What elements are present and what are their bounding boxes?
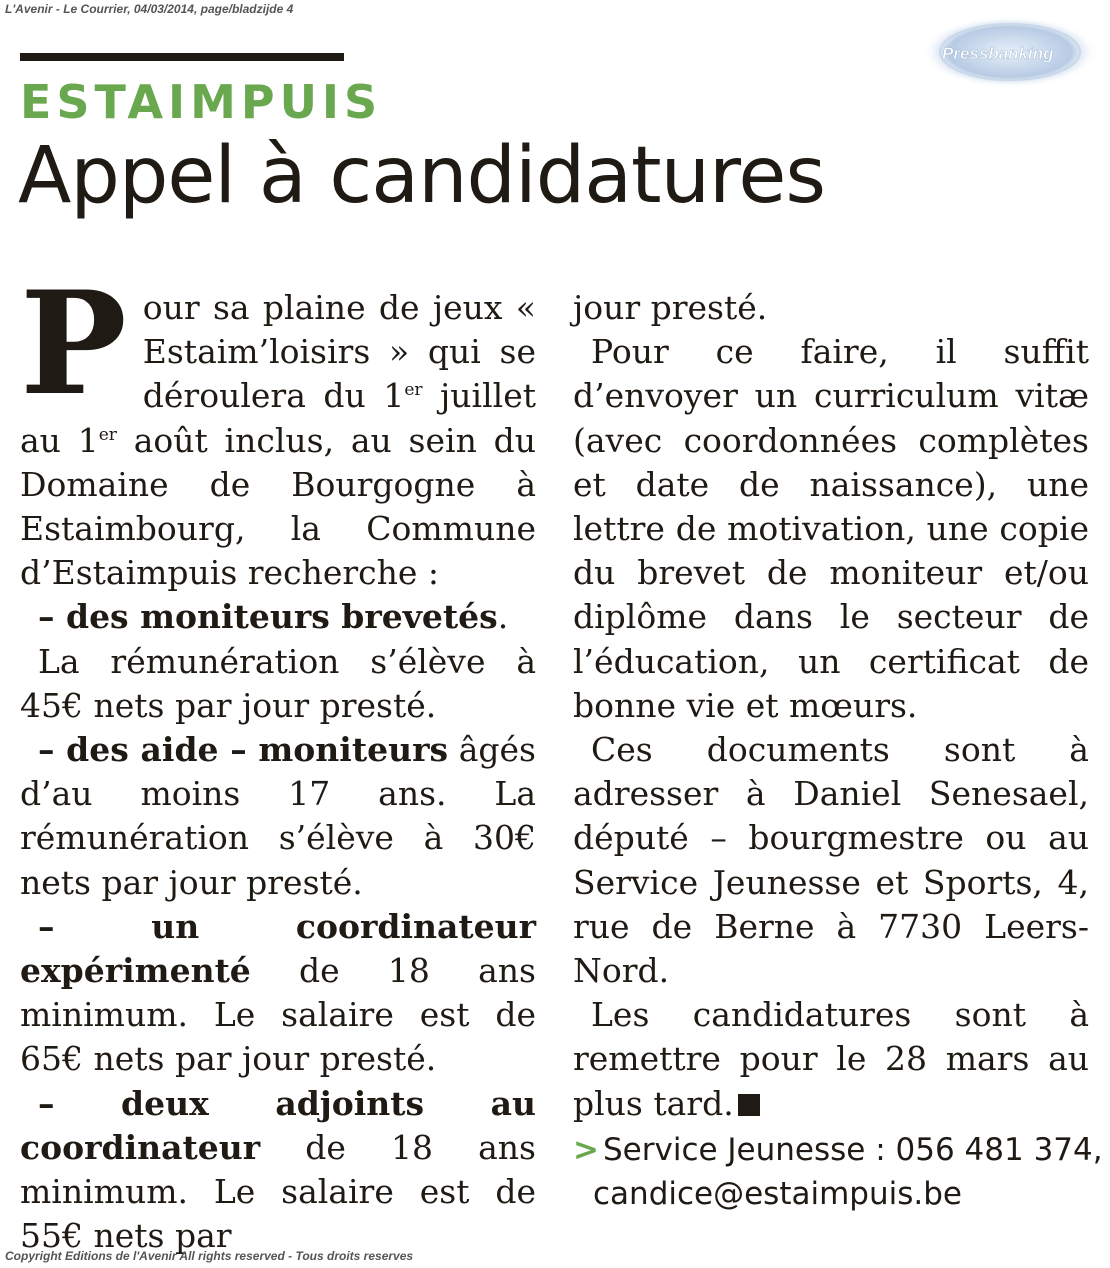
header-rule <box>20 53 344 61</box>
source-line: L'Avenir - Le Courrier, 04/03/2014, page/bladzijde 4 <box>5 2 294 16</box>
contact-email: candice@estaimpuis.be <box>593 1176 962 1212</box>
list-item: – deux adjoints au coordinateur de 18 ans minimum. Le salaire est de 55€ nets par <box>20 1083 536 1256</box>
section-kicker: ESTAIMPUIS <box>20 75 383 129</box>
contact-info <box>573 1128 1103 1216</box>
continued-text: jour presté. <box>573 288 768 327</box>
article-title: Appel à candidatures <box>18 131 826 221</box>
svg-text:Pressbanking: Pressbanking <box>942 44 1054 63</box>
intro-paragraph: Pour sa plaine de jeux « Estaim’loisirs » qui se déroulera du 1er juillet au 1er août inclus, au sein du Domaine de Bourgogne à Estaimbourg, la Commune d’Estaimpuis recherche : <box>20 261 536 593</box>
pressbanking-logo <box>920 12 1100 92</box>
list-item: – un coordinateur expérimenté de 18 ans minimum. Le salaire est de 65€ nets par jour presté. <box>20 906 536 1079</box>
list-item: – des aide – moniteurs âgés d’au moins 17 ans. La rémunération s’élève à 30€ nets par jour presté. <box>20 730 536 902</box>
drop-cap: P <box>20 261 127 427</box>
deadline-paragraph: Les candidatures sont à remettre pour le 28 mars au plus tard. <box>573 995 1089 1123</box>
list-item: – des moniteurs brevetés. <box>38 597 509 637</box>
list-item-pay: La rémunération s’élève à 45€ nets par jour presté. <box>20 641 536 725</box>
contact-phone: Service Jeunesse : 056 481 374, <box>602 1132 1103 1168</box>
copyright-line: Copyright Editions de l'Avenir All rights reserved - Tous droits reserves <box>5 1249 414 1263</box>
address-paragraph: Ces documents sont à adresser à Daniel Senesael, député – bourgmestre ou au Service Jeunesse et Sports, 4, rue de Berne à 7730 Leers-Nord. <box>573 730 1089 991</box>
chevron-right-icon: > <box>573 1132 599 1168</box>
end-mark-icon <box>738 1094 760 1116</box>
article-column-1 <box>20 261 536 1258</box>
application-paragraph: Pour ce faire, il suffit d’envoyer un curriculum vitæ (avec coordonnées complètes et date de naissance), une lettre de motivation, une copie du brevet de moniteur et/ou diplôme dans le secteur de l’éducation, un certificat de bonne vie et mœurs. <box>573 332 1089 725</box>
article-column-2 <box>573 286 1089 1126</box>
